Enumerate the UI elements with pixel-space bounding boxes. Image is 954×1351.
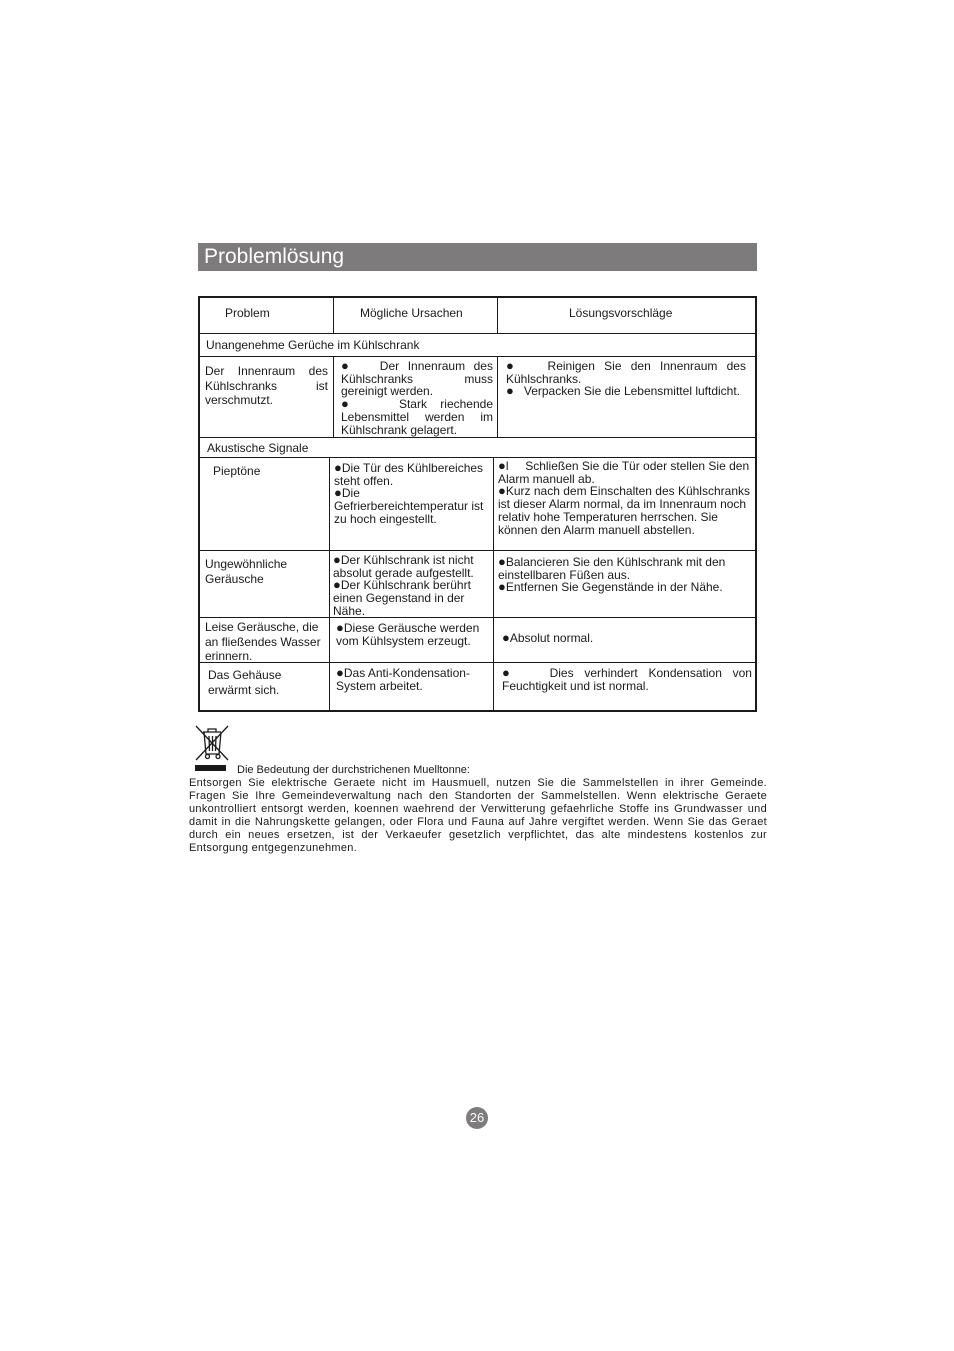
bullet-icon: ● (502, 665, 518, 680)
bullet-icon: ● (341, 396, 359, 412)
solutions-water-noises: ●Absolut normal. (502, 630, 594, 645)
bullet-icon: ● (341, 358, 355, 373)
troubleshooting-table (198, 296, 757, 712)
causes-beeping: ●Die Tür des Kühlbereiches steht offen. ●Die Gefrierbereichtemperatur ist zu hoch eingestellt. (334, 460, 484, 526)
disposal-heading: Die Bedeutung der durchstrichenen Muelltonne: (237, 764, 470, 776)
causes-dirty-interior: ● Der Innenraum des Kühlschranks muss gereinigt werden. ● Stark riechende Lebensmittel werden im Kühlschrank gelagert. (341, 358, 493, 437)
bullet-icon: ● (502, 630, 510, 645)
bullet-icon: ● (498, 554, 506, 569)
causes-water-noises: ●Diese Geräusche werden vom Kühlsystem erzeugt. (336, 620, 480, 648)
problem-dirty-interior: Der Innenraum des Kühlschranks ist verschmutzt. (205, 364, 328, 407)
causes-unusual-noises: ●Der Kühlschrank ist nicht absolut gerade aufgestellt. ●Der Kühlschrank berührt einen Gegenstand in der Nähe. (333, 552, 474, 618)
bullet-icon: ● (498, 483, 506, 499)
problem-unusual-noises: Ungewöhnliche Geräusche (205, 557, 288, 586)
solutions-warm-housing: ● Dies verhindert Kondensation von Feuchtigkeit und ist normal. (502, 665, 752, 693)
problem-warm-housing: Das Gehäuse erwärmt sich. (208, 668, 282, 697)
bullet-icon: ● (506, 358, 520, 373)
section-title-acoustic: Akustische Signale (207, 441, 309, 455)
bullet-icon: ● (498, 579, 506, 595)
page-number: 26 (466, 1107, 488, 1129)
bullet-icon: ● (334, 460, 342, 475)
bullet-icon: ● (498, 458, 506, 473)
problem-water-noises: Leise Geräusche, die an fließendes Wasser erinnern. (205, 620, 321, 663)
section-title-odors: Unangenehme Gerüche im Kühlschrank (206, 338, 420, 352)
solutions-dirty-interior: ● Reinigen Sie den Innenraum des Kühlschranks. ● Verpacken Sie die Lebensmittel luftdicht. (506, 358, 746, 399)
solutions-unusual-noises: ●Balancieren Sie den Kühlschrank mit den einstellbaren Füßen aus. ●Entfernen Sie Gegenstände in der Nähe. (498, 554, 726, 595)
bullet-icon: ● (333, 577, 341, 593)
problem-beeping: Pieptöne (213, 464, 261, 478)
bullet-icon: ● (506, 383, 514, 399)
disposal-text: Entsorgen Sie elektrische Geraete nicht im Hausmuell, nutzen Sie die Sammelstellen in ihrer Gemeinde. Fragen Sie Ihre Gemeindeverwaltung nach den Standorten der Sammelstellen. Wenn elektrische Geraete unkontrolliert entsorgt werden, koennen waehrend der Verwitterung gefaehrliche Stoffe ins Grundwasser und damit in die Nahrungskette gelangen, oder Flora und Fauna auf Jahre vergiftet werden. Wenn Sie das Geraet durch ein neues ersetzen, ist der Verkaeufer gesetzlich verpflichtet, das alte mindestens kostenlos zur Entsorgung entgegenzunehmen. (189, 777, 767, 854)
causes-warm-housing: ●Das Anti-Kondensation-System arbeitet. (336, 665, 470, 693)
bullet-icon: ● (336, 620, 344, 635)
bullet-icon: ● (336, 665, 344, 680)
crossed-out-wheelie-bin-icon (193, 722, 231, 772)
section-title-bar (198, 243, 757, 271)
bullet-icon: ● (334, 485, 342, 501)
header-causes: Mögliche Ursachen (360, 306, 463, 320)
solutions-beeping: ●l Schließen Sie die Tür oder stellen Sie den Alarm manuell ab. ●Kurz nach dem Einschalten des Kühlschranks ist dieser Alarm normal, da im Innenraum noch relativ hohe Temperaturen herrschen. Sie können den Alarm manuell abstellen. (498, 458, 750, 537)
page-title: Problemlösung (204, 245, 345, 268)
header-solutions: Lösungsvorschläge (569, 306, 673, 320)
bullet-icon: ● (333, 552, 341, 567)
header-problem: Problem (225, 306, 270, 320)
